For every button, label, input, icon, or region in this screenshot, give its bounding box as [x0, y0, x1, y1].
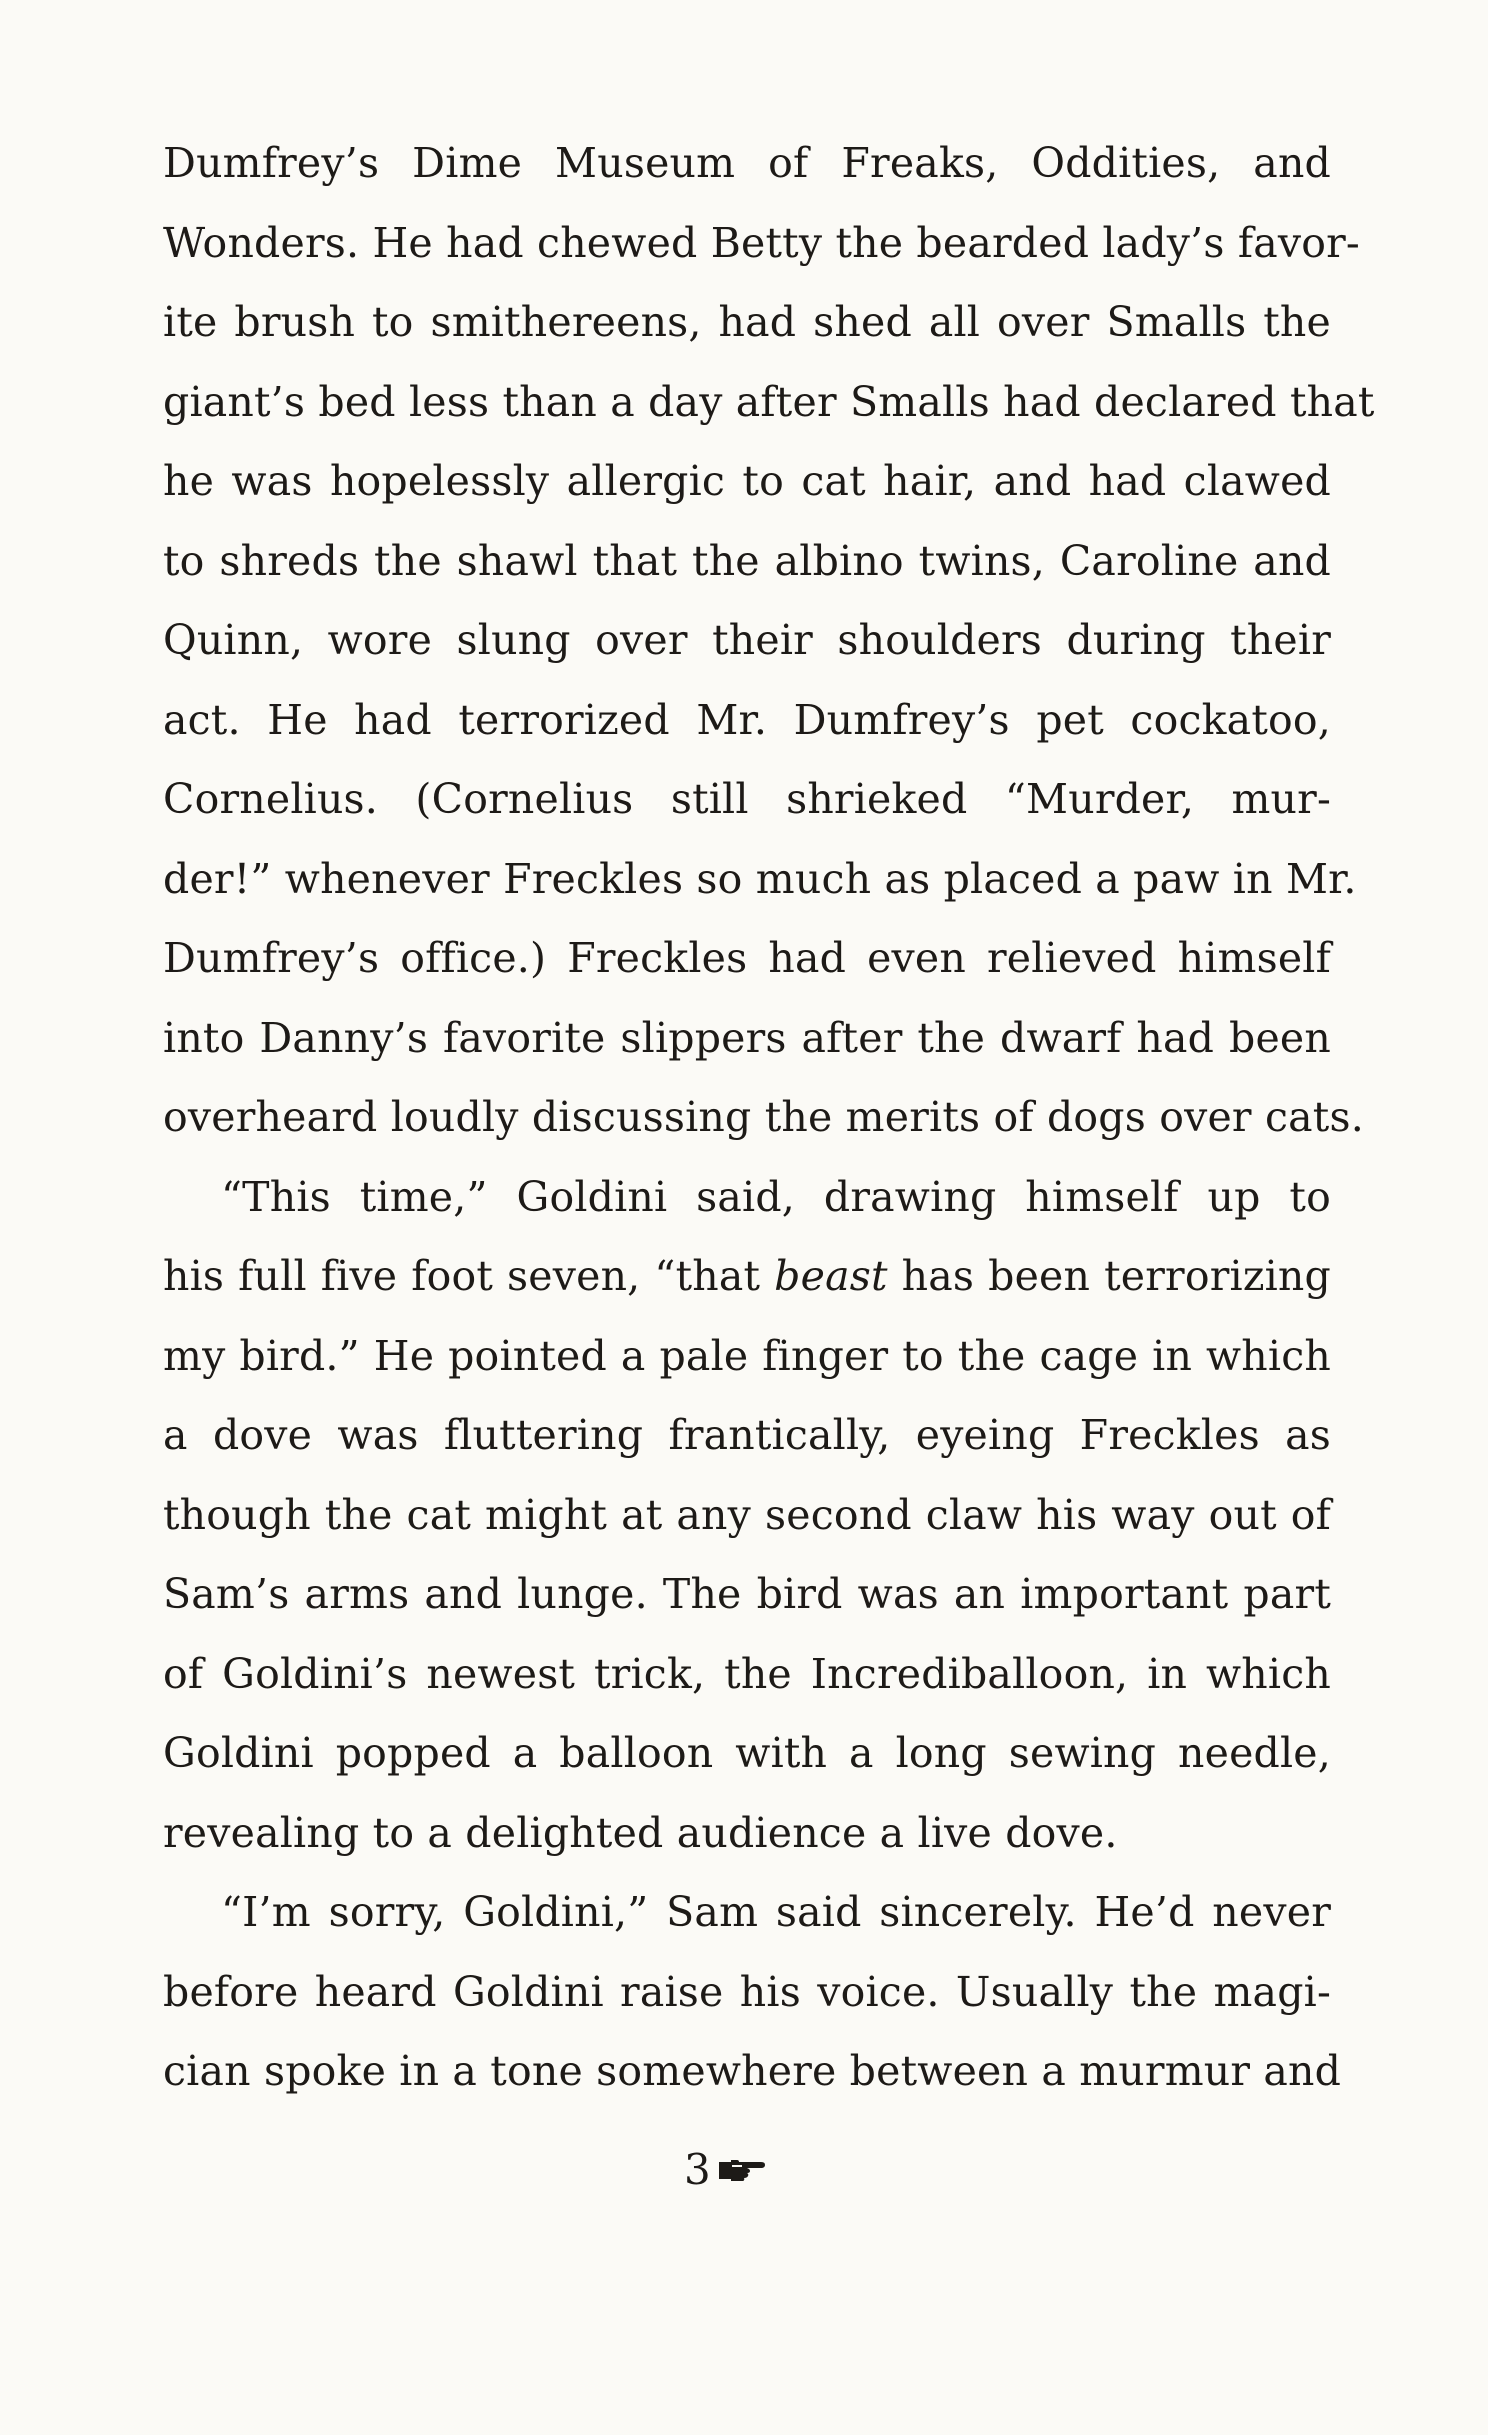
- text-line: he was hopelessly allergic to cat hair, and had clawed: [163, 457, 1331, 505]
- text-run: has been terrorizing: [887, 1252, 1331, 1300]
- text-run: his full five foot seven, “that: [163, 1252, 775, 1300]
- text-line: ite brush to smithereens, had shed all over Smalls the: [163, 298, 1331, 346]
- text-line: Wonders. He had chewed Betty the bearded lady’s favor-: [163, 218, 1360, 267]
- text-line: Dumfrey’s office.) Freckles had even relieved himself: [163, 934, 1331, 982]
- body-text: [163, 124, 1375, 2112]
- text-line: a dove was fluttering frantically, eyeing Freckles as: [163, 1411, 1331, 1459]
- text-line: Goldini popped a balloon with a long sewing needle,: [163, 1729, 1331, 1777]
- text-line: cian spoke in a tone somewhere between a murmur and: [163, 2047, 1342, 2095]
- page-number-folio: [684, 2142, 804, 2198]
- pointing-hand-icon: [717, 2156, 767, 2184]
- text-line: overheard loudly discussing the merits of dogs over cats.: [163, 1093, 1364, 1141]
- emphasis-word: beast: [774, 1252, 888, 1300]
- text-line: Quinn, wore slung over their shoulders during their: [163, 616, 1331, 664]
- text-line-emphasis: [163, 1237, 1331, 1317]
- text-line: revealing to a delighted audience a live dove.: [163, 1808, 1118, 1857]
- text-line: though the cat might at any second claw his way out of: [163, 1490, 1331, 1539]
- text-line: into Danny’s favorite slippers after the dwarf had been: [163, 1013, 1331, 1062]
- text-line: act. He had terrorized Mr. Dumfrey’s pet cockatoo,: [163, 695, 1331, 744]
- text-line: to shreds the shawl that the albino twins, Caroline and: [163, 536, 1331, 585]
- text-line: “This time,” Goldini said, drawing himself up to: [221, 1172, 1331, 1221]
- text-line: before heard Goldini raise his voice. Usually the magi-: [163, 1967, 1331, 2016]
- text-line: Dumfrey’s Dime Museum of Freaks, Oddities, and: [163, 139, 1331, 187]
- text-line: my bird.” He pointed a pale finger to the cage in which: [163, 1331, 1331, 1380]
- text-line: of Goldini’s newest trick, the Incrediballoon, in which: [163, 1649, 1331, 1698]
- text-line: Cornelius. (Cornelius still shrieked “Murder, mur-: [163, 775, 1331, 823]
- page-number: 3: [684, 2145, 711, 2194]
- text-line: giant’s bed less than a day after Smalls had declared that: [163, 377, 1375, 426]
- text-line: der!” whenever Freckles so much as placed a paw in Mr.: [163, 854, 1357, 903]
- text-line: Sam’s arms and lunge. The bird was an important part: [163, 1570, 1331, 1618]
- text-line: “I’m sorry, Goldini,” Sam said sincerely. He’d never: [221, 1888, 1331, 1936]
